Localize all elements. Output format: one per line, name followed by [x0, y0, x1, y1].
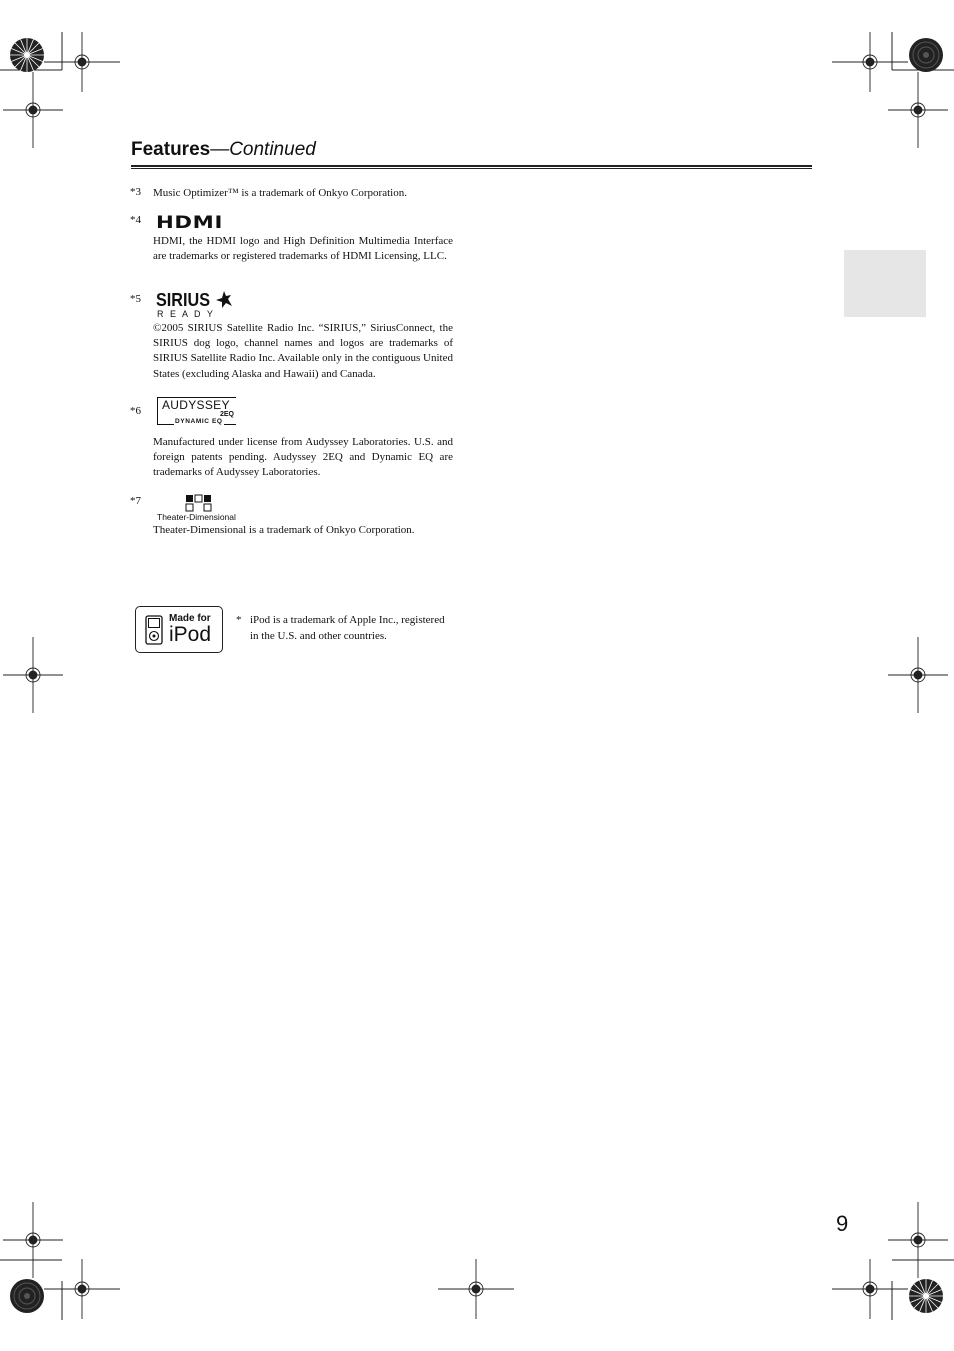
- hdmi-logo: HDMI: [156, 213, 223, 233]
- footnote-mark: *4: [130, 214, 141, 226]
- footnote-mark: *5: [130, 293, 141, 305]
- sirius-logo: SIRIUS: [156, 290, 211, 310]
- page-title: [131, 139, 316, 161]
- audyssey-logo: [157, 397, 236, 425]
- ipod-badge-line2: iPod: [169, 623, 212, 646]
- sirius-ready-label: R E A D Y: [157, 309, 215, 319]
- page-number: 9: [836, 1211, 849, 1236]
- ipod-device-icon: [145, 615, 163, 645]
- sirius-dog-icon: [214, 290, 234, 310]
- footnote-mark: *6: [130, 405, 141, 417]
- footnote-text: Theater-Dimensional is a trademark of Onkyo Corporation.: [153, 524, 415, 536]
- footnote-text: Manufactured under license from Audyssey Laboratories. U.S. and foreign patents pending. Audyssey 2EQ and Dynamic EQ are trademarks of Audyssey Laboratories.: [153, 436, 453, 479]
- theater-dimensional-icon: [185, 494, 215, 512]
- audyssey-dynamic-eq-text: DYNAMIC EQ: [175, 418, 223, 425]
- section-side-tab: [844, 250, 926, 317]
- page-title-bold: Features: [131, 139, 211, 160]
- theater-dimensional-logo-text: Theater-Dimensional: [157, 512, 236, 522]
- footnote-mark: *3: [130, 186, 141, 198]
- footnote-text: HDMI, the HDMI logo and High Definition Multimedia Interface are trademarks or registered trademarks of HDMI Licensing, LLC.: [153, 235, 453, 263]
- page-title-continued: —Continued: [210, 139, 316, 160]
- header-rule: [131, 165, 812, 169]
- ipod-badge-line1: Made for: [169, 613, 211, 624]
- audyssey-2eq-text: 2EQ: [219, 411, 234, 418]
- footnote-text: Music Optimizer™ is a trademark of Onkyo Corporation.: [153, 187, 407, 199]
- footnote-mark: *7: [130, 495, 141, 507]
- audyssey-logo-text: AUDYSSEY: [162, 398, 230, 412]
- ipod-note-mark: *: [236, 614, 242, 626]
- made-for-ipod-badge: [135, 606, 223, 653]
- ipod-note-text: iPod is a trademark of Apple Inc., registered in the U.S. and other countries.: [250, 614, 445, 642]
- footnote-text: ©2005 SIRIUS Satellite Radio Inc. “SIRIUS,” SiriusConnect, the SIRIUS dog logo, channel names and logos are trademarks of SIRIUS Satellite Radio Inc. Available only in the contiguous United States (excluding Alaska and Hawaii) and Canada.: [153, 322, 453, 380]
